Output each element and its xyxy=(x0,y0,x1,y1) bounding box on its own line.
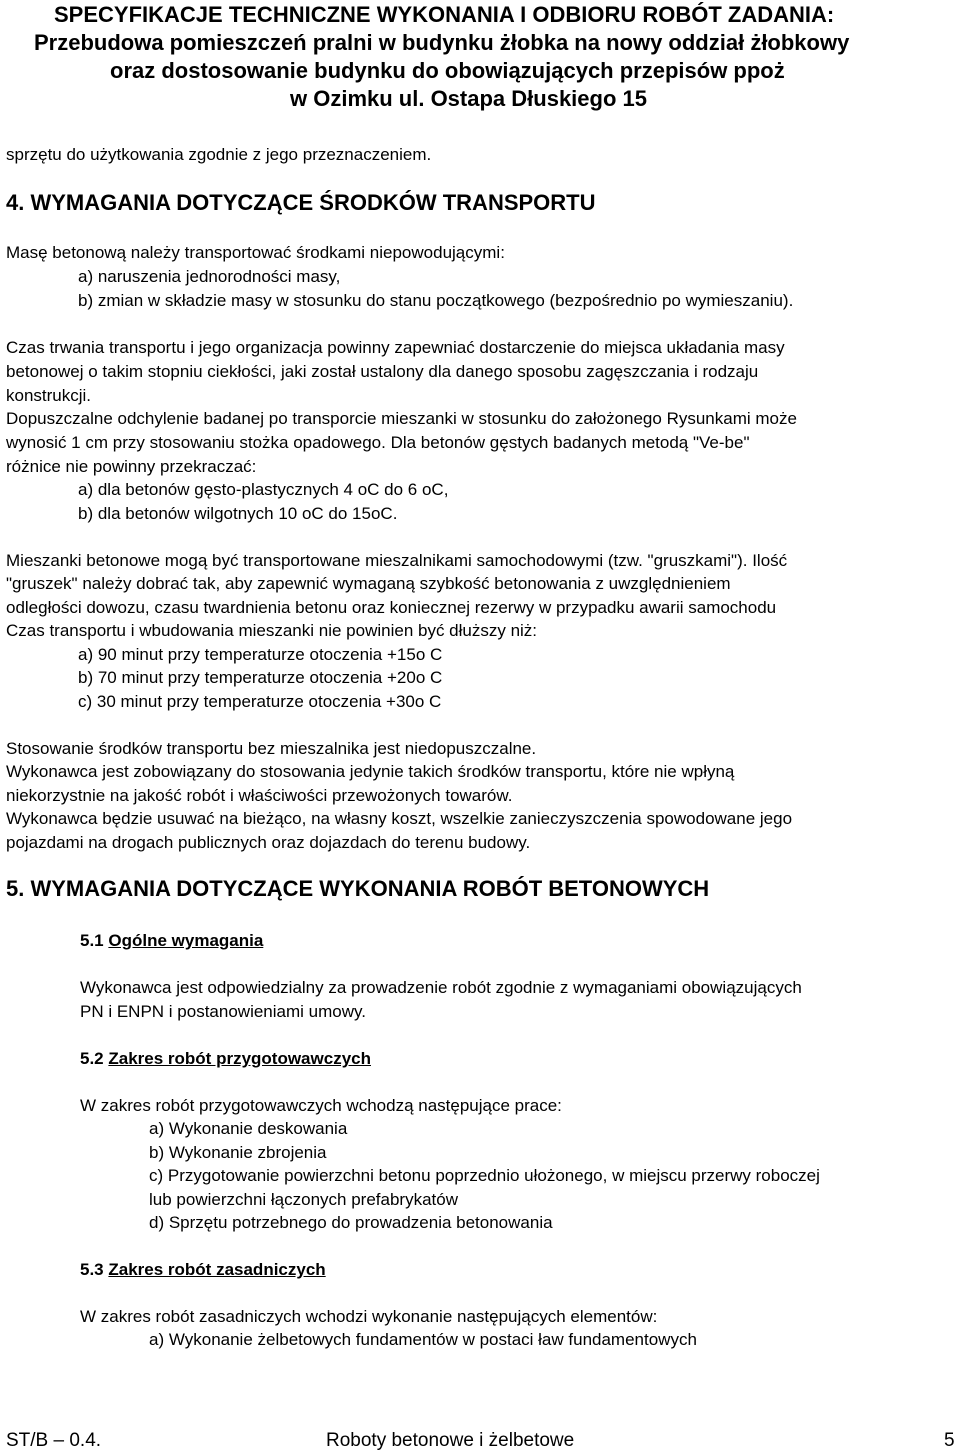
subsection-title: Zakres robót przygotowawczych xyxy=(108,1049,371,1068)
paragraph-text: betonowej o takim stopniu ciekłości, jaki został ustalony dla danego sposobu zagęszczania i rodzaju xyxy=(6,362,759,381)
paragraph-text: "gruszek" należy dobrać tak, aby zapewnić wymaganą szybkość betonowania z uwzględnieniem xyxy=(6,574,731,593)
list-item: b) zmian w składzie masy w stosunku do stanu początkowego (bezpośrednio po wymieszaniu). xyxy=(78,291,794,310)
paragraph-text: wynosić 1 cm przy stosowaniu stożka opadowego. Dla betonów gęstych badanych metodą "Ve-be" xyxy=(6,433,750,452)
list-item: a) dla betonów gęsto-plastycznych 4 oC do 6 oC, xyxy=(78,480,449,499)
list-item: a) naruszenia jednorodności masy, xyxy=(78,267,341,286)
list-item: a) 90 minut przy temperaturze otoczenia +15o C xyxy=(78,645,443,664)
list-item: a) Wykonanie żelbetowych fundamentów w postaci ław fundamentowych xyxy=(149,1330,697,1349)
page-number: 5 xyxy=(944,1430,955,1451)
list-item: b) 70 minut przy temperaturze otoczenia +20o C xyxy=(78,668,443,687)
paragraph-text: odległości dowozu, czasu twardnienia betonu oraz koniecznej rezerwy w przypadku awarii samochodu xyxy=(6,598,777,617)
paragraph-text: pojazdami na drogach publicznych oraz dojazdach do terenu budowy. xyxy=(6,833,531,852)
header-line-2: Przebudowa pomieszczeń pralni w budynku żłobka na nowy oddział żłobkowy xyxy=(34,30,850,55)
paragraph-text: W zakres robót zasadniczych wchodzi wykonanie następujących elementów: xyxy=(80,1307,658,1326)
paragraph-text: konstrukcji. xyxy=(6,386,92,405)
paragraph-text: Masę betonową należy transportować środkami niepowodującymi: xyxy=(6,243,505,262)
subsection-5-1-heading xyxy=(80,929,263,953)
list-item: d) Sprzętu potrzebnego do prowadzenia betonowania xyxy=(149,1213,553,1232)
subsection-title: Zakres robót zasadniczych xyxy=(108,1260,326,1279)
subsection-number: 5.2 xyxy=(80,1049,104,1068)
list-item: b) Wykonanie zbrojenia xyxy=(149,1143,327,1162)
paragraph-text: Wykonawca jest zobowiązany do stosowania jedynie takich środków transportu, które nie wpłyną xyxy=(6,762,735,781)
subsection-5-3-heading xyxy=(80,1258,326,1282)
section-5-title: 5. WYMAGANIA DOTYCZĄCE WYKONANIA ROBÓT BETONOWYCH xyxy=(6,876,710,901)
paragraph-text: Czas trwania transportu i jego organizacja powinny zapewniać dostarczenie do miejsca układania masy xyxy=(6,338,785,357)
footer-code: ST/B – 0.4. xyxy=(6,1430,102,1451)
footer-title: Roboty betonowe i żelbetowe xyxy=(326,1430,575,1451)
header-line-4: w Ozimku ul. Ostapa Dłuskiego 15 xyxy=(290,86,647,111)
list-item: b) dla betonów wilgotnych 10 oC do 15oC. xyxy=(78,504,398,523)
paragraph-text: różnice nie powinny przekraczać: xyxy=(6,457,257,476)
paragraph-text: Dopuszczalne odchylenie badanej po transporcie mieszanki w stosunku do założonego Rysunkami może xyxy=(6,409,797,428)
paragraph-text: Wykonawca jest odpowiedzialny za prowadzenie robót zgodnie z wymaganiami obowiązujących xyxy=(80,978,802,997)
header-line-1: SPECYFIKACJE TECHNICZNE WYKONANIA I ODBIORU ROBÓT ZADANIA: xyxy=(54,2,835,27)
paragraph-text: niekorzystnie na jakość robót i właściwości przewożonych towarów. xyxy=(6,786,513,805)
paragraph-text: W zakres robót przygotowawczych wchodzą następujące prace: xyxy=(80,1096,562,1115)
subsection-number: 5.1 xyxy=(80,931,104,950)
paragraph-text: PN i ENPN i postanowieniami umowy. xyxy=(80,1002,366,1021)
subsection-number: 5.3 xyxy=(80,1260,104,1279)
subsection-5-2-heading xyxy=(80,1047,371,1071)
paragraph-text: Mieszanki betonowe mogą być transportowane mieszalnikami samochodowymi (tzw. "gruszkami"). Ilość xyxy=(6,551,788,570)
list-item: c) 30 minut przy temperaturze otoczenia +30o C xyxy=(78,692,442,711)
intro-text: sprzętu do użytkowania zgodnie z jego przeznaczeniem. xyxy=(6,145,432,164)
paragraph-text: Wykonawca będzie usuwać na bieżąco, na własny koszt, wszelkie zanieczyszczenia spowodowane jego xyxy=(6,809,793,828)
paragraph-text: Stosowanie środków transportu bez mieszalnika jest niedopuszczalne. xyxy=(6,739,537,758)
list-item: a) Wykonanie deskowania xyxy=(149,1119,348,1138)
list-item: lub powierzchni łączonych prefabrykatów xyxy=(149,1190,458,1209)
header-line-3: oraz dostosowanie budynku do obowiązujących przepisów ppoż xyxy=(110,58,785,83)
paragraph-text: Czas transportu i wbudowania mieszanki nie powinien być dłuższy niż: xyxy=(6,621,538,640)
section-4-title: 4. WYMAGANIA DOTYCZĄCE ŚRODKÓW TRANSPORTU xyxy=(6,190,596,215)
list-item: c) Przygotowanie powierzchni betonu poprzednio ułożonego, w miejscu przerwy roboczej xyxy=(149,1166,820,1185)
subsection-title: Ogólne wymagania xyxy=(108,931,264,950)
